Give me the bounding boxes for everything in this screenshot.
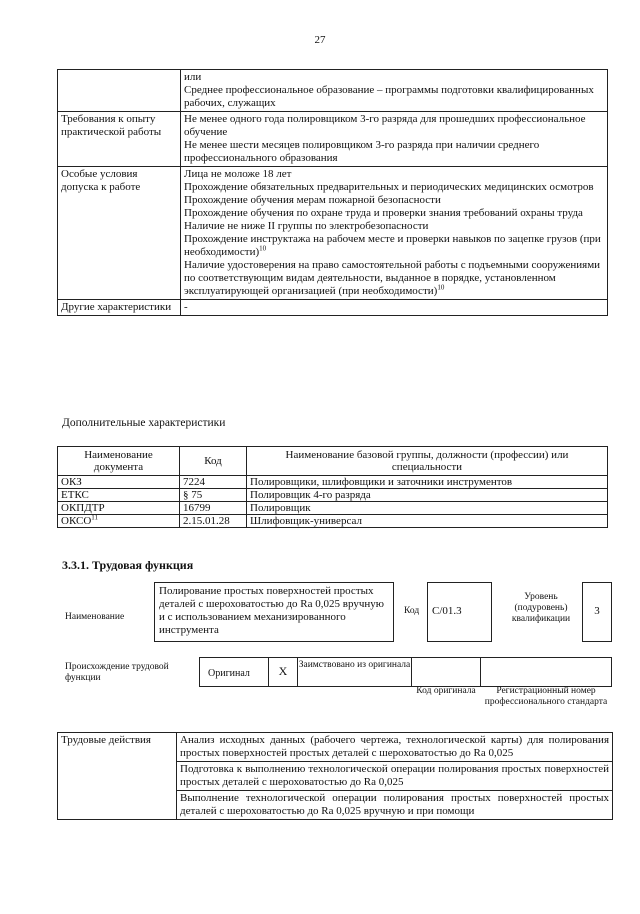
column-header: Наименование базовой группы, должности (профессии) или специальности: [247, 447, 608, 476]
borrowed-box: Заимствовано из оригинала: [297, 657, 412, 687]
table-row: [58, 167, 608, 300]
name-cell: Полировщик 4-го разряда: [247, 489, 608, 502]
code-cell: 2.15.01.28: [180, 515, 247, 528]
doc-cell: [58, 515, 180, 528]
level-box: 3: [582, 582, 612, 642]
header-row: [58, 447, 608, 476]
page-number: 27: [314, 34, 326, 46]
action-item: Выполнение технологической операции полирования простых поверхностей простых деталей с шероховатостью до Ra 0,025 вручную и при помощи: [177, 791, 613, 820]
actions-label: Трудовые действия: [58, 733, 177, 820]
table-row: [58, 502, 608, 515]
additional-characteristics-title: Дополнительные характеристики: [62, 417, 226, 429]
row-content: [181, 167, 608, 300]
text-fragment: Прохождение инструктажа на рабочем месте и проверки навыков по зацепке грузов (при необходимости): [184, 233, 601, 258]
text-fragment: Наличие удостоверения на право самостоятельной работы с подъемными сооружениями по соответствующим видам деятельности, выданное в порядке, установленном эксплуатирующей организацией (при необходимости): [184, 259, 601, 297]
table-row: [58, 733, 613, 762]
reg-number-label: Регистрационный номер профессионального стандарта: [484, 686, 608, 707]
text-line: Прохождение обязательных предварительных и периодических медицинских осмотров: [184, 181, 594, 193]
original-mark: X: [268, 657, 298, 687]
function-code-box: C/01.3: [427, 582, 492, 642]
row-label: Другие характеристики: [58, 300, 181, 316]
footnote-mark: 10: [259, 244, 267, 253]
text-line: Наличие не ниже II группы по электробезопасности: [184, 220, 429, 232]
code-cell: 16799: [180, 502, 247, 515]
text-line: -: [184, 301, 188, 313]
name-cell: Шлифовщик-универсал: [247, 515, 608, 528]
code-cell: § 75: [180, 489, 247, 502]
code-original-box: [411, 657, 481, 687]
doc-text: ОКСО: [61, 515, 92, 527]
level-label: Уровень (подуровень) квалификации: [511, 592, 571, 624]
row-label: Особые условия допуска к работе: [58, 167, 181, 300]
row-label: [58, 70, 181, 112]
table-row: [58, 112, 608, 167]
section-title: 3.3.1. Трудовая функция: [62, 558, 194, 572]
text-line: Прохождение обучения по охране труда и проверки знания требований охраны труда: [184, 207, 583, 219]
text-line: Среднее профессиональное образование – программы подготовки квалифицированных рабочих, служащих: [184, 84, 594, 109]
code-original-label: Код оригинала: [416, 686, 476, 696]
requirements-table: [57, 69, 608, 316]
column-header: Наименование документа: [58, 447, 180, 476]
doc-cell: ОКЗ: [58, 476, 180, 489]
actions-table: [57, 732, 613, 820]
doc-cell: ЕТКС: [58, 489, 180, 502]
code-cell: 7224: [180, 476, 247, 489]
table-row: [58, 300, 608, 316]
row-content: [181, 300, 608, 316]
text-line: Не менее шести месяцев полировщиком 3-го разряда при наличии среднего профессионального образования: [184, 139, 540, 164]
text-line: Не менее одного года полировщиком 3-го разряда для прошедших профессиональное обучение: [184, 113, 586, 138]
name-cell: Полировщики, шлифовщики и заточники инструментов: [247, 476, 608, 489]
row-content: [181, 112, 608, 167]
reg-number-box: [480, 657, 612, 687]
table-row: [58, 70, 608, 112]
code-label: Код: [404, 606, 420, 616]
text-line: [184, 259, 604, 298]
additional-characteristics-table: [57, 446, 608, 528]
table-row: [58, 476, 608, 489]
text-line: Прохождение обучения мерам пожарной безопасности: [184, 194, 441, 206]
footnote-mark: 10: [437, 283, 445, 292]
row-content: [181, 70, 608, 112]
doc-cell: ОКПДТР: [58, 502, 180, 515]
original-box: Оригинал: [199, 657, 269, 687]
table-row: [58, 515, 608, 528]
footnote-mark: 11: [91, 513, 99, 522]
function-name-box: Полирование простых поверхностей простых деталей с шероховатостью до Ra 0,025 вручную и с использованием механизированного инструмента: [154, 582, 394, 642]
column-header: Код: [180, 447, 247, 476]
name-cell: Полировщик: [247, 502, 608, 515]
action-item: Подготовка к выполнению технологической операции полирования простых поверхностей простых деталей с шероховатостью до Ra 0,025: [177, 762, 613, 791]
text-line: Лица не моложе 18 лет: [184, 168, 292, 180]
text-line: или: [184, 71, 202, 83]
name-label: Наименование: [65, 612, 125, 622]
origin-label: Происхождение трудовой функции: [65, 662, 169, 683]
action-item: Анализ исходных данных (рабочего чертежа, технологической карты) для полирования простых поверхностей простых деталей с шероховатостью до Ra 0,025: [177, 733, 613, 762]
row-label: Требования к опыту практической работы: [58, 112, 181, 167]
table-row: [58, 489, 608, 502]
text-line: [184, 233, 604, 259]
